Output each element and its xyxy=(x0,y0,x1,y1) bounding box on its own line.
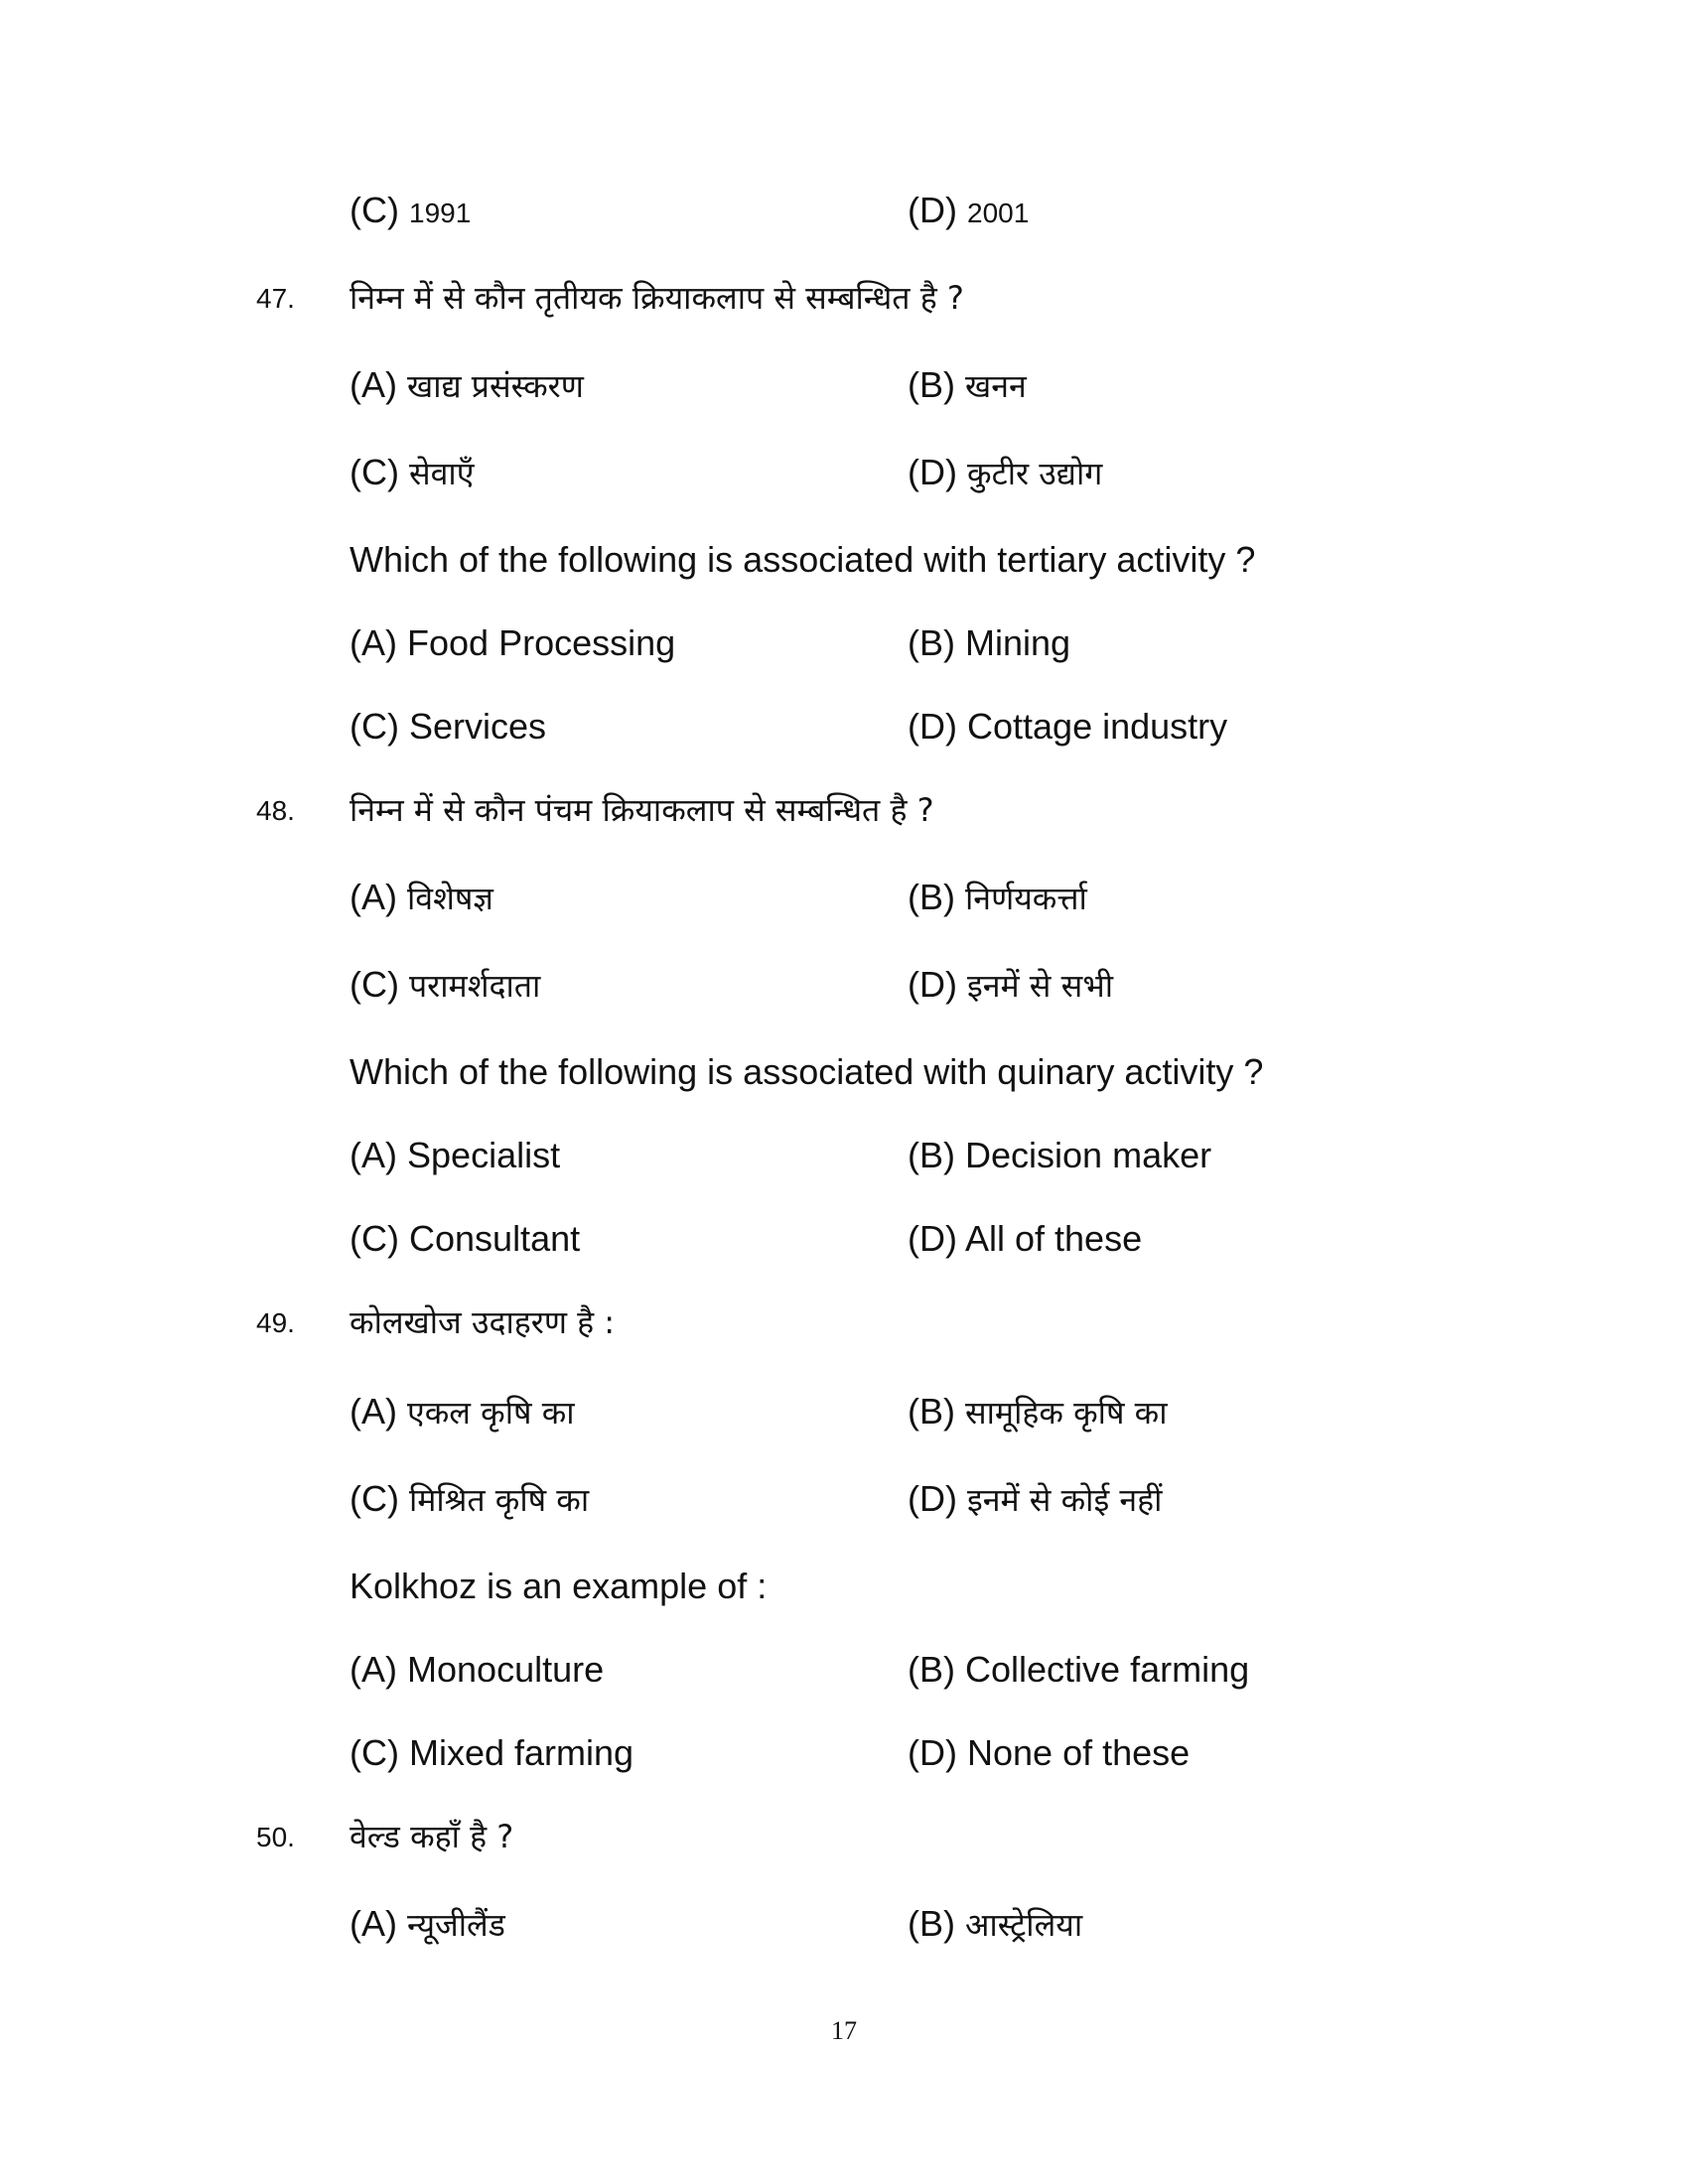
answer-option xyxy=(908,451,1102,495)
answer-option xyxy=(350,189,471,235)
option-row xyxy=(0,1382,1688,1441)
option-row xyxy=(0,1209,1688,1269)
option-row xyxy=(0,443,1688,502)
option-text: परामर्शदाता xyxy=(409,967,541,1005)
answer-option xyxy=(350,876,493,920)
option-marker: (B) xyxy=(908,364,955,405)
answer-option xyxy=(908,1648,1249,1692)
answer-option xyxy=(908,1902,1082,1947)
option-marker: (D) xyxy=(908,1218,957,1259)
option-marker: (C) xyxy=(350,1218,399,1259)
question-number: 47. xyxy=(256,283,295,314)
option-text: कुटीर उद्योग xyxy=(967,455,1103,492)
option-text: 2001 xyxy=(967,198,1030,228)
answer-option xyxy=(350,1648,604,1692)
question-line xyxy=(0,1807,1688,1866)
question-translation xyxy=(0,1042,1688,1102)
option-marker: (B) xyxy=(908,1391,955,1432)
option-text: Services xyxy=(409,706,547,747)
option-text: Food Processing xyxy=(407,622,676,663)
option-marker: (C) xyxy=(350,1478,399,1519)
option-marker: (C) xyxy=(350,190,399,230)
question-number: 49. xyxy=(256,1307,295,1338)
option-text: None of these xyxy=(967,1732,1191,1773)
option-text: एकल कृषि का xyxy=(407,1394,575,1432)
option-row xyxy=(0,1723,1688,1783)
answer-option xyxy=(908,189,1029,235)
option-marker: (A) xyxy=(350,622,397,663)
option-text: Consultant xyxy=(409,1218,581,1259)
option-marker: (C) xyxy=(350,452,399,492)
option-marker: (D) xyxy=(908,964,957,1005)
option-row xyxy=(0,614,1688,673)
answer-option xyxy=(350,1134,560,1177)
option-marker: (C) xyxy=(350,706,399,747)
option-marker: (A) xyxy=(350,1391,397,1432)
answer-option xyxy=(908,1217,1142,1261)
option-row xyxy=(0,868,1688,927)
question-text: Which of the following is associated with quinary activity ? xyxy=(350,1051,1264,1092)
answer-option xyxy=(908,1134,1211,1177)
answer-option xyxy=(908,1477,1162,1522)
answer-option xyxy=(350,1902,505,1947)
option-text: Decision maker xyxy=(965,1135,1212,1175)
option-row xyxy=(0,1894,1688,1954)
option-text: सेवाएँ xyxy=(409,455,475,492)
option-text: 1991 xyxy=(409,198,472,228)
question-translation xyxy=(0,530,1688,590)
option-marker: (D) xyxy=(908,706,957,747)
option-text: Collective farming xyxy=(965,1649,1250,1690)
option-text: खनन xyxy=(965,367,1027,405)
answer-option xyxy=(350,1731,633,1775)
option-text: न्यूजीलैंड xyxy=(407,1906,505,1944)
answer-option xyxy=(908,1390,1168,1434)
option-row xyxy=(0,697,1688,756)
option-text: इनमें से सभी xyxy=(967,967,1114,1005)
answer-option xyxy=(350,363,584,408)
question-text: Which of the following is associated with tertiary activity ? xyxy=(350,539,1256,580)
option-marker: (D) xyxy=(908,1732,957,1773)
option-text: विशेषज्ञ xyxy=(407,880,493,917)
question-number: 50. xyxy=(256,1822,295,1852)
question-text: निम्न में से कौन पंचम क्रियाकलाप से सम्बन्धित है ? xyxy=(350,791,934,829)
answer-option xyxy=(908,963,1113,1008)
page-number: 17 xyxy=(831,2016,857,2045)
question-text: निम्न में से कौन तृतीयक क्रियाकलाप से सम्बन्धित है ? xyxy=(350,279,964,317)
option-row xyxy=(0,1469,1688,1529)
option-row xyxy=(0,1126,1688,1185)
option-text: All of these xyxy=(965,1218,1143,1259)
option-marker: (B) xyxy=(908,877,955,917)
option-marker: (D) xyxy=(908,452,957,492)
option-row xyxy=(0,1640,1688,1700)
option-row xyxy=(0,955,1688,1015)
answer-option xyxy=(908,876,1087,920)
answer-option xyxy=(908,363,1027,408)
option-marker: (D) xyxy=(908,1478,957,1519)
option-text: Specialist xyxy=(407,1135,561,1175)
answer-option xyxy=(350,963,540,1008)
option-text: Mixed farming xyxy=(409,1732,634,1773)
option-marker: (A) xyxy=(350,1649,397,1690)
answer-option xyxy=(350,1217,580,1261)
option-text: इनमें से कोई नहीं xyxy=(967,1481,1163,1519)
question-line xyxy=(0,780,1688,840)
option-text: निर्णयकर्त्ता xyxy=(965,880,1087,917)
option-marker: (C) xyxy=(350,964,399,1005)
question-text: कोलखोज उदाहरण है : xyxy=(350,1303,616,1341)
option-marker: (B) xyxy=(908,1903,955,1944)
answer-option xyxy=(908,621,1070,665)
option-text: सामूहिक कृषि का xyxy=(965,1394,1168,1432)
option-row xyxy=(0,355,1688,415)
option-marker: (A) xyxy=(350,1135,397,1175)
answer-option xyxy=(350,1390,575,1434)
option-text: Monoculture xyxy=(407,1649,605,1690)
option-marker: (D) xyxy=(908,190,957,230)
option-row xyxy=(0,181,1688,240)
question-line xyxy=(0,1293,1688,1352)
answer-option xyxy=(350,1477,589,1522)
option-marker: (A) xyxy=(350,364,397,405)
option-text: आस्ट्रेलिया xyxy=(965,1906,1083,1944)
question-line xyxy=(0,268,1688,328)
option-marker: (A) xyxy=(350,1903,397,1944)
question-text: वेल्ड कहाँ है ? xyxy=(350,1818,514,1855)
option-marker: (B) xyxy=(908,1649,955,1690)
answer-option xyxy=(350,705,546,749)
option-marker: (B) xyxy=(908,1135,955,1175)
option-text: खाद्य प्रसंस्करण xyxy=(407,367,584,405)
answer-option xyxy=(350,621,675,665)
answer-option xyxy=(908,1731,1190,1775)
option-text: Cottage industry xyxy=(967,706,1228,747)
question-number: 48. xyxy=(256,795,295,826)
option-text: मिश्रित कृषि का xyxy=(409,1481,590,1519)
question-text: Kolkhoz is an example of : xyxy=(350,1566,768,1606)
answer-option xyxy=(350,451,474,495)
option-text: Mining xyxy=(965,622,1071,663)
option-marker: (C) xyxy=(350,1732,399,1773)
question-translation xyxy=(0,1557,1688,1616)
option-marker: (A) xyxy=(350,877,397,917)
option-marker: (B) xyxy=(908,622,955,663)
answer-option xyxy=(908,705,1227,749)
